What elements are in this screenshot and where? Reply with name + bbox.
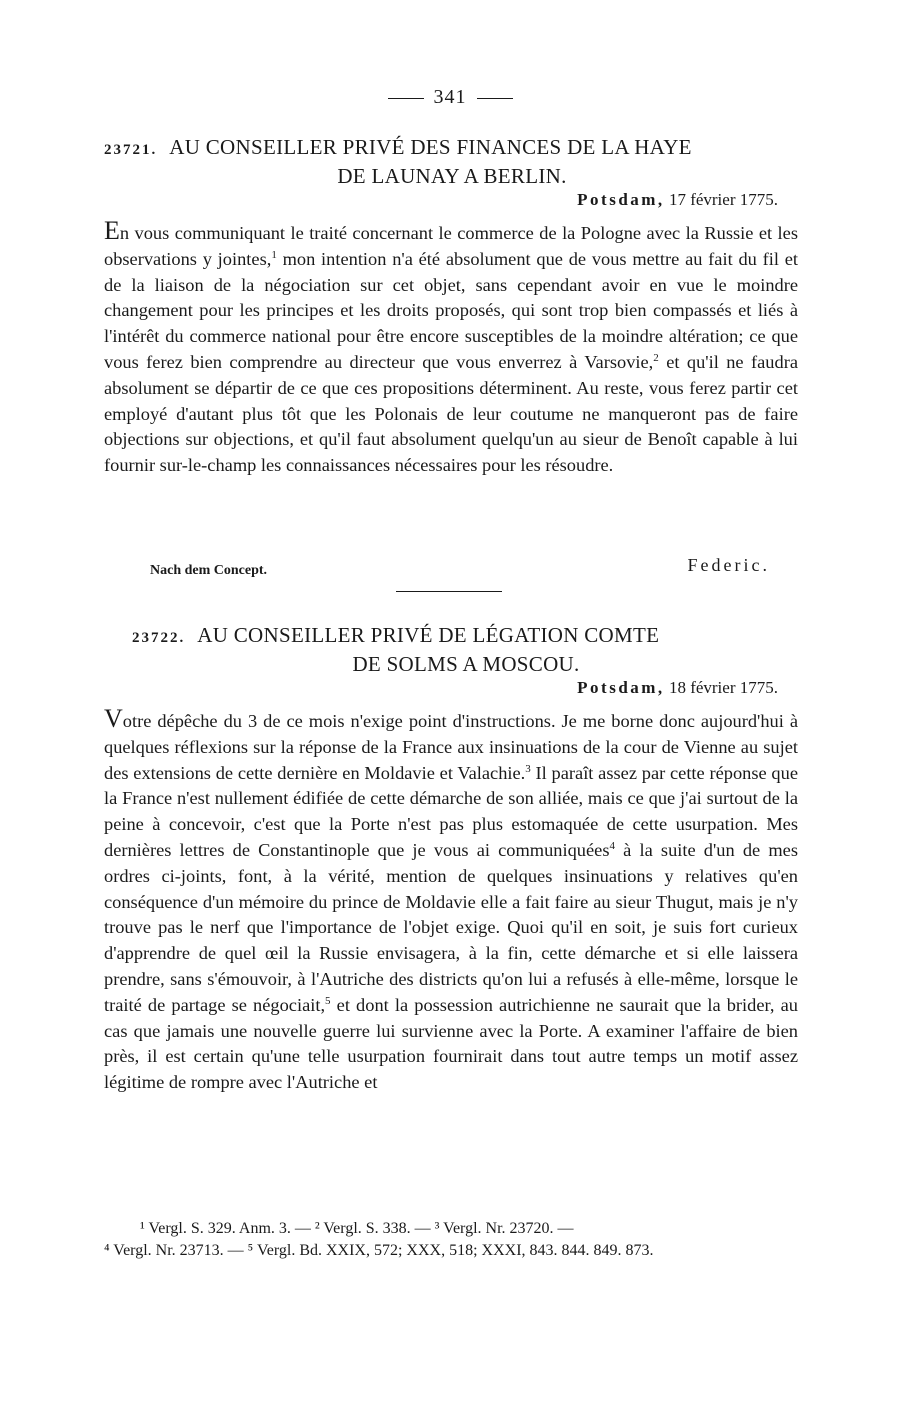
letter-2-place: Potsdam, bbox=[577, 678, 665, 697]
letter-1-heading-line1: AU CONSEILLER PRIVÉ DES FINANCES DE LA HAYE bbox=[169, 135, 692, 159]
letter-1-body bbox=[104, 218, 798, 479]
letter-2-body-part-d: et dont la possession autrichienne ne saurait que la brider, au cas que jamais une nouvelle guerre lui survienne avec la Porte. A examiner l'affaire de bien près, il est certain qu'une telle usurpation fournirait dans tout autre temps un motif assez légitime de rompre avec l'Autriche et bbox=[104, 994, 798, 1093]
footnote-line-1: ¹ Vergl. S. 329. Anm. 3. — ² Vergl. S. 338. — ³ Vergl. Nr. 23720. — bbox=[140, 1220, 574, 1237]
letter-2-body bbox=[104, 706, 798, 1096]
letter-2-initial: V bbox=[104, 704, 123, 733]
footnote-ref-5[interactable]: 5 bbox=[325, 994, 331, 1007]
footnote-ref-2[interactable]: 2 bbox=[653, 351, 659, 364]
letter-1-number: 23721. bbox=[104, 142, 158, 158]
footnote-line-2: ⁴ Vergl. Nr. 23713. — ⁵ Vergl. Bd. XXIX, 572; XXX, 518; XXXI, 843. 844. 849. 873. bbox=[104, 1242, 654, 1259]
letter-1-body-part-a: n vous communiquant le traité concernant le commerce de la Pologne avec la Russie et les observations y jointes, bbox=[104, 223, 798, 269]
footnote-ref-1[interactable]: 1 bbox=[271, 248, 277, 261]
letter-1-signature: Federic. bbox=[687, 555, 770, 575]
footnote-ref-3[interactable]: 3 bbox=[525, 762, 531, 775]
letter-1-source: Nach dem Concept. bbox=[150, 563, 268, 578]
letter-1-initial: E bbox=[104, 216, 120, 245]
letter-2-heading bbox=[104, 622, 800, 677]
letter-2-body-part-b: Il paraît assez par cette réponse que la France n'est nullement édifiée de cette démarche de son alliée, mais ce que j'ai surtout de la peine à concevoir, c'est que la Porte n'est pas plus estomaquée de cette usurpation. Mes dernières lettres de Constantinople que je vous ai communiquées bbox=[104, 762, 798, 860]
page-number-line bbox=[0, 86, 900, 109]
letter-2-body-part-a: otre dépêche du 3 de ce mois n'exige point d'instructions. Je me borne donc aujourd'hui à quelques réflexions sur la réponse de la France aux insinuations de la cour de Vienne au sujet des extensions de cette dernière en Moldavie et Valachie. bbox=[104, 711, 798, 783]
letter-2-dateline bbox=[577, 678, 778, 698]
letter-1-heading-line2: DE LAUNAY A BERLIN. bbox=[337, 164, 567, 188]
letter-2-body-part-c: à la suite d'un de mes ordres ci-joints, font, à la vérité, mention de quelques insinuations y relatives qu'en conséquence d'un mémoire du prince de Moldavie elle a fait faire au sieur Thugut, mais je n'y trouve pas le nerf que l'importance de l'objet exige. Quoi qu'il en soit, je suis fort curieux d'apprendre de quel œil la Russie envisagera, à la fin, cette démarche et si elle laissera prendre, sans s'émouvoir, à l'Autriche des districts qu'on lui a refusés à elle-même, lorsque le traité de partage se négociait, bbox=[104, 839, 798, 1015]
letter-1-body-part-c: et qu'il ne faudra absolument se départir de ce que ces propositions déterminent. Au reste, vous ferez partir cet employé d'autant plus tôt que les Polonais de leur coutume ne manqueront pas de faire objections sur objections, et qu'il faut absolument quelqu'un au sieur de Benoît capable à lui fournir sur-le-champ les connaissances nécessaires pour les résoudre. bbox=[104, 351, 798, 476]
footnote-ref-4[interactable]: 4 bbox=[609, 839, 615, 852]
letter-2-heading-line2: DE SOLMS A MOSCOU. bbox=[352, 652, 580, 676]
footnotes bbox=[104, 1218, 804, 1262]
letter-1-heading bbox=[104, 134, 800, 189]
page-number-dash-right bbox=[477, 98, 513, 99]
page-number: 341 bbox=[433, 86, 467, 108]
letter-2-heading-line1: AU CONSEILLER PRIVÉ DE LÉGATION COMTE bbox=[197, 623, 660, 647]
letter-1-place: Potsdam, bbox=[577, 190, 665, 209]
letter-1-dateline bbox=[577, 190, 778, 210]
letter-1-date: 17 février 1775. bbox=[668, 190, 778, 209]
letter-1-body-part-b: mon intention n'a été absolument que de vous mettre au fait du fil et de la liaison de la négociation sur cet objet, sans cependant avoir en vue le moindre changement pour les principes et les droits proposés, qui sont trop bien compassés et liés à l'intérêt du commerce national pour être encore susceptibles de la moindre altération; ce que vous ferez bien comprendre au directeur que vous enverrez à Varsovie, bbox=[104, 248, 798, 372]
letter-2-number: 23722. bbox=[132, 630, 186, 646]
letter-2-date: 18 février 1775. bbox=[668, 678, 778, 697]
page-number-dash-left bbox=[388, 98, 424, 99]
section-separator bbox=[396, 591, 502, 592]
